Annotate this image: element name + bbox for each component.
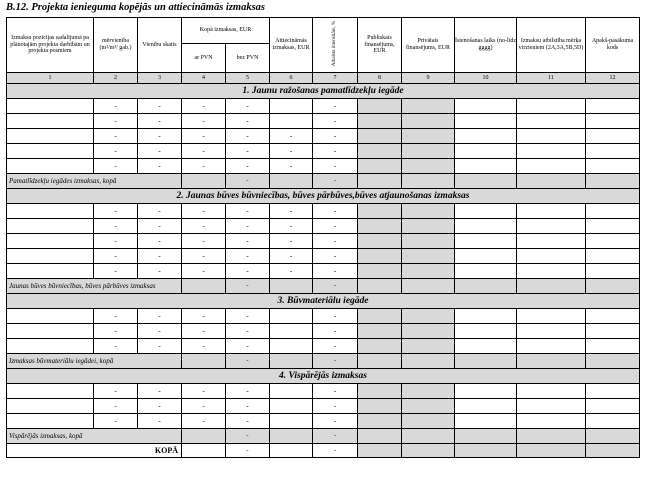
table-cell[interactable]: - bbox=[94, 324, 138, 339]
header-with-vat: ar PVN bbox=[182, 44, 226, 73]
table-cell[interactable] bbox=[586, 309, 640, 324]
section-title: 3. Būvmateriālu iegāde bbox=[7, 294, 640, 309]
header-aid-intensity: Atbalsta intensitāte, % bbox=[313, 18, 358, 73]
table-cell[interactable]: - bbox=[313, 264, 358, 279]
table-cell[interactable] bbox=[517, 249, 586, 264]
table-cell[interactable]: - bbox=[94, 249, 138, 264]
table-cell[interactable]: - bbox=[226, 129, 270, 144]
table-cell[interactable]: - bbox=[182, 234, 226, 249]
table-row bbox=[7, 414, 640, 429]
subtotal-row bbox=[7, 174, 640, 189]
table-cell[interactable]: - bbox=[182, 99, 226, 114]
table-cell[interactable]: - bbox=[138, 339, 182, 354]
subtotal-cell bbox=[358, 174, 402, 189]
table-row bbox=[7, 219, 640, 234]
table-row bbox=[7, 309, 640, 324]
table-cell[interactable]: - bbox=[226, 114, 270, 129]
subtotal-cell bbox=[402, 354, 455, 369]
table-cell[interactable]: - bbox=[138, 129, 182, 144]
table-cell[interactable] bbox=[402, 159, 455, 174]
table-cell[interactable] bbox=[402, 219, 455, 234]
table-cell[interactable]: - bbox=[182, 399, 226, 414]
column-number: 9 bbox=[402, 73, 455, 84]
table-cell[interactable] bbox=[358, 99, 402, 114]
table-cell[interactable]: - bbox=[94, 414, 138, 429]
table-cell[interactable]: - bbox=[94, 384, 138, 399]
table-cell[interactable] bbox=[455, 144, 517, 159]
table-cell[interactable] bbox=[402, 339, 455, 354]
total-label: KOPĀ bbox=[7, 444, 182, 458]
table-cell[interactable] bbox=[517, 264, 586, 279]
table-row bbox=[7, 399, 640, 414]
header-private-funding: Privātais finansējums, EUR bbox=[402, 18, 455, 73]
column-number: 2 bbox=[94, 73, 138, 84]
table-cell[interactable]: - bbox=[226, 234, 270, 249]
table-cell[interactable] bbox=[358, 414, 402, 429]
subtotal-cell bbox=[402, 429, 455, 444]
subtotal-cell bbox=[402, 174, 455, 189]
table-row bbox=[7, 159, 640, 174]
table-cell[interactable]: - bbox=[138, 219, 182, 234]
column-number: 8 bbox=[358, 73, 402, 84]
subtotal-cell: - bbox=[226, 279, 270, 294]
table-cell[interactable]: - bbox=[182, 144, 226, 159]
total-cell bbox=[182, 444, 226, 458]
table-cell[interactable]: - bbox=[182, 129, 226, 144]
table-cell[interactable]: - bbox=[94, 219, 138, 234]
subtotal-cell bbox=[358, 279, 402, 294]
table-cell[interactable] bbox=[586, 384, 640, 399]
table-cell[interactable]: - bbox=[226, 384, 270, 399]
table-cell[interactable]: - bbox=[94, 114, 138, 129]
subtotal-cell bbox=[586, 429, 640, 444]
page-title: B.12. Projekta ienieguma kopējās un attiecināmās izmaksas bbox=[6, 2, 266, 13]
subtotal-cell bbox=[182, 429, 226, 444]
table-cell[interactable]: - bbox=[182, 309, 226, 324]
table-cell[interactable] bbox=[586, 129, 640, 144]
table-cell[interactable] bbox=[455, 309, 517, 324]
total-cell bbox=[517, 444, 586, 458]
table-cell[interactable]: - bbox=[138, 114, 182, 129]
subtotal-label: Izmaksas būvmateriālu iegādei, kopā bbox=[7, 354, 182, 369]
table-cell[interactable] bbox=[270, 339, 313, 354]
table-cell[interactable] bbox=[586, 324, 640, 339]
column-number: 4 bbox=[182, 73, 226, 84]
table-cell[interactable] bbox=[7, 339, 94, 354]
table-cell[interactable]: - bbox=[94, 234, 138, 249]
table-cell[interactable] bbox=[517, 99, 586, 114]
table-cell[interactable] bbox=[586, 234, 640, 249]
table-cell[interactable]: - bbox=[313, 114, 358, 129]
table-cell[interactable] bbox=[455, 99, 517, 114]
header-implementation-time: Īstenošanas laiks (no-līdz gggg) bbox=[455, 18, 517, 73]
table-cell[interactable] bbox=[455, 204, 517, 219]
table-cell[interactable]: - bbox=[138, 324, 182, 339]
table-cell[interactable] bbox=[7, 234, 94, 249]
table-cell[interactable]: - bbox=[270, 249, 313, 264]
table-cell[interactable] bbox=[7, 264, 94, 279]
table-cell[interactable] bbox=[402, 414, 455, 429]
table-cell[interactable] bbox=[270, 99, 313, 114]
subtotal-cell bbox=[182, 354, 226, 369]
table-cell[interactable]: - bbox=[226, 309, 270, 324]
table-cell[interactable] bbox=[455, 234, 517, 249]
section-title: 1. Jaunu ražošanas pamatlīdzekļu iegāde bbox=[7, 84, 640, 99]
table-cell[interactable] bbox=[586, 399, 640, 414]
table-cell[interactable] bbox=[7, 324, 94, 339]
table-cell[interactable]: - bbox=[226, 219, 270, 234]
subtotal-row bbox=[7, 429, 640, 444]
table-cell[interactable]: - bbox=[94, 99, 138, 114]
subtotal-cell: - bbox=[313, 354, 358, 369]
table-cell[interactable]: - bbox=[313, 309, 358, 324]
subtotal-cell bbox=[270, 354, 313, 369]
table-cell[interactable] bbox=[586, 204, 640, 219]
table-cell[interactable] bbox=[270, 114, 313, 129]
subtotal-row bbox=[7, 279, 640, 294]
subtotal-cell bbox=[270, 429, 313, 444]
subtotal-row bbox=[7, 354, 640, 369]
subtotal-cell bbox=[182, 279, 226, 294]
table-cell[interactable]: - bbox=[313, 99, 358, 114]
column-number: 6 bbox=[270, 73, 313, 84]
table-cell[interactable] bbox=[7, 159, 94, 174]
table-cell[interactable] bbox=[517, 114, 586, 129]
table-cell[interactable]: - bbox=[94, 399, 138, 414]
table-cell[interactable] bbox=[586, 414, 640, 429]
section-header-row bbox=[7, 369, 640, 384]
subtotal-label: Pamatlīdzekļu iegādes izmaksas, kopā bbox=[7, 174, 182, 189]
subtotal-cell bbox=[517, 174, 586, 189]
subtotal-cell bbox=[517, 429, 586, 444]
table-cell[interactable]: - bbox=[182, 339, 226, 354]
table-row bbox=[7, 99, 640, 114]
table-cell[interactable] bbox=[358, 204, 402, 219]
table-cell[interactable] bbox=[7, 309, 94, 324]
table-cell[interactable] bbox=[7, 99, 94, 114]
header-eligible-costs: Attiecināmās izmaksas, EUR bbox=[270, 18, 313, 73]
table-cell[interactable] bbox=[7, 204, 94, 219]
table-cell[interactable] bbox=[586, 159, 640, 174]
table-cell[interactable]: - bbox=[226, 339, 270, 354]
table-cell[interactable] bbox=[358, 144, 402, 159]
table-cell[interactable] bbox=[586, 219, 640, 234]
table-cell[interactable]: - bbox=[313, 129, 358, 144]
table-cell[interactable]: - bbox=[313, 324, 358, 339]
table-cell[interactable]: - bbox=[313, 159, 358, 174]
table-cell[interactable]: - bbox=[313, 144, 358, 159]
table-cell[interactable]: - bbox=[138, 99, 182, 114]
table-cell[interactable]: - bbox=[182, 324, 226, 339]
table-cell[interactable]: - bbox=[182, 219, 226, 234]
table-cell[interactable] bbox=[517, 339, 586, 354]
table-cell[interactable]: - bbox=[270, 234, 313, 249]
table-row bbox=[7, 234, 640, 249]
table-cell[interactable] bbox=[7, 129, 94, 144]
table-cell[interactable] bbox=[358, 339, 402, 354]
table-cell[interactable]: - bbox=[94, 264, 138, 279]
table-cell[interactable] bbox=[358, 384, 402, 399]
table-cell[interactable]: - bbox=[182, 204, 226, 219]
table-cell[interactable] bbox=[358, 114, 402, 129]
table-cell[interactable] bbox=[270, 399, 313, 414]
table-cell[interactable] bbox=[455, 249, 517, 264]
table-cell[interactable] bbox=[455, 219, 517, 234]
table-cell[interactable]: - bbox=[182, 249, 226, 264]
table-cell[interactable] bbox=[517, 144, 586, 159]
subtotal-cell bbox=[586, 174, 640, 189]
table-cell[interactable] bbox=[402, 114, 455, 129]
subtotal-cell bbox=[358, 354, 402, 369]
table-cell[interactable] bbox=[358, 234, 402, 249]
subtotal-cell bbox=[455, 174, 517, 189]
table-cell[interactable] bbox=[358, 264, 402, 279]
table-cell[interactable] bbox=[517, 399, 586, 414]
table-cell[interactable]: - bbox=[270, 204, 313, 219]
table-cell[interactable] bbox=[402, 144, 455, 159]
table-cell[interactable] bbox=[586, 114, 640, 129]
subtotal-cell bbox=[270, 279, 313, 294]
subtotal-cell: - bbox=[313, 279, 358, 294]
table-cell[interactable]: - bbox=[226, 249, 270, 264]
table-cell[interactable] bbox=[358, 159, 402, 174]
column-number: 10 bbox=[455, 73, 517, 84]
subtotal-cell bbox=[402, 279, 455, 294]
table-cell[interactable]: - bbox=[226, 414, 270, 429]
table-cell[interactable]: - bbox=[94, 129, 138, 144]
column-numbers-row bbox=[7, 73, 640, 84]
subtotal-cell bbox=[586, 354, 640, 369]
table-row bbox=[7, 249, 640, 264]
table-cell[interactable]: - bbox=[313, 249, 358, 264]
table-cell[interactable]: - bbox=[313, 339, 358, 354]
table-cell[interactable] bbox=[7, 219, 94, 234]
costs-table bbox=[6, 17, 640, 458]
table-cell[interactable]: - bbox=[94, 204, 138, 219]
subtotal-cell bbox=[455, 279, 517, 294]
total-cell: - bbox=[313, 444, 358, 458]
table-cell[interactable] bbox=[586, 99, 640, 114]
table-row bbox=[7, 384, 640, 399]
table-cell[interactable] bbox=[517, 309, 586, 324]
column-number: 12 bbox=[586, 73, 640, 84]
table-cell[interactable]: - bbox=[138, 144, 182, 159]
subtotal-label: Vispārējās izmaksas, kopā bbox=[7, 429, 182, 444]
table-cell[interactable] bbox=[455, 399, 517, 414]
table-cell[interactable] bbox=[455, 339, 517, 354]
table-cell[interactable]: - bbox=[270, 264, 313, 279]
table-cell[interactable]: - bbox=[138, 309, 182, 324]
table-cell[interactable]: - bbox=[313, 234, 358, 249]
section-title: 4. Vispārējās izmaksas bbox=[7, 369, 640, 384]
table-cell[interactable] bbox=[402, 249, 455, 264]
table-cell[interactable]: - bbox=[313, 219, 358, 234]
subtotal-cell: - bbox=[313, 174, 358, 189]
table-cell[interactable] bbox=[517, 204, 586, 219]
table-cell[interactable]: - bbox=[313, 399, 358, 414]
table-cell[interactable]: - bbox=[313, 414, 358, 429]
table-cell[interactable]: - bbox=[270, 159, 313, 174]
table-cell[interactable] bbox=[402, 264, 455, 279]
subtotal-cell bbox=[517, 354, 586, 369]
table-cell[interactable] bbox=[455, 264, 517, 279]
table-row bbox=[7, 264, 640, 279]
table-cell[interactable]: - bbox=[138, 159, 182, 174]
subtotal-cell bbox=[182, 174, 226, 189]
table-cell[interactable] bbox=[517, 324, 586, 339]
table-cell[interactable]: - bbox=[313, 384, 358, 399]
subtotal-cell: - bbox=[313, 429, 358, 444]
total-cell bbox=[270, 444, 313, 458]
table-cell[interactable] bbox=[358, 309, 402, 324]
table-cell[interactable]: - bbox=[94, 309, 138, 324]
section-title: 2. Jaunas būves būvniecības, būves pārbūves,būves atjaunošanas izmaksas bbox=[7, 189, 640, 204]
subtotal-cell: - bbox=[226, 174, 270, 189]
table-cell[interactable] bbox=[455, 114, 517, 129]
subtotal-cell bbox=[517, 279, 586, 294]
table-row bbox=[7, 324, 640, 339]
table-cell[interactable]: - bbox=[94, 339, 138, 354]
table-cell[interactable] bbox=[7, 384, 94, 399]
table-cell[interactable]: - bbox=[138, 249, 182, 264]
table-cell[interactable]: - bbox=[226, 324, 270, 339]
header-total-costs: Kopā izmaksas, EUR bbox=[182, 18, 270, 44]
table-row bbox=[7, 339, 640, 354]
table-cell[interactable] bbox=[517, 234, 586, 249]
section-header-row bbox=[7, 294, 640, 309]
table-cell[interactable]: - bbox=[313, 204, 358, 219]
table-cell[interactable] bbox=[586, 264, 640, 279]
section-header-row bbox=[7, 189, 640, 204]
table-cell[interactable] bbox=[402, 399, 455, 414]
table-cell[interactable]: - bbox=[226, 399, 270, 414]
header-target-directions: Izmaksu atbilstība mērķa virzieniem (2A,3A,5B,5D) bbox=[517, 18, 586, 73]
table-cell[interactable]: - bbox=[226, 264, 270, 279]
table-row bbox=[7, 114, 640, 129]
table-cell[interactable]: - bbox=[182, 114, 226, 129]
table-cell[interactable]: - bbox=[226, 144, 270, 159]
table-cell[interactable] bbox=[270, 309, 313, 324]
table-cell[interactable] bbox=[358, 399, 402, 414]
table-cell[interactable]: - bbox=[138, 399, 182, 414]
total-cell bbox=[586, 444, 640, 458]
table-cell[interactable]: - bbox=[138, 384, 182, 399]
total-cell bbox=[455, 444, 517, 458]
table-cell[interactable] bbox=[586, 144, 640, 159]
table-cell[interactable] bbox=[270, 414, 313, 429]
table-cell[interactable]: - bbox=[138, 204, 182, 219]
table-cell[interactable] bbox=[402, 234, 455, 249]
table-cell[interactable] bbox=[402, 204, 455, 219]
table-cell[interactable]: - bbox=[138, 414, 182, 429]
table-cell[interactable]: - bbox=[226, 159, 270, 174]
table-cell[interactable]: - bbox=[270, 144, 313, 159]
subtotal-label: Jaunas būves būvniecības, būves pārbūves izmaksas bbox=[7, 279, 182, 294]
table-cell[interactable] bbox=[402, 384, 455, 399]
table-row bbox=[7, 144, 640, 159]
header-public-funding: Publiskais finansējums, EUR bbox=[358, 18, 402, 73]
table-cell[interactable]: - bbox=[270, 219, 313, 234]
table-cell[interactable]: - bbox=[226, 204, 270, 219]
table-cell[interactable] bbox=[517, 219, 586, 234]
table-cell[interactable] bbox=[7, 249, 94, 264]
table-cell[interactable] bbox=[455, 414, 517, 429]
column-number: 5 bbox=[226, 73, 270, 84]
table-cell[interactable] bbox=[517, 159, 586, 174]
total-cell: - bbox=[226, 444, 270, 458]
table-cell[interactable]: - bbox=[270, 129, 313, 144]
table-cell[interactable]: - bbox=[94, 144, 138, 159]
subtotal-cell bbox=[586, 279, 640, 294]
table-cell[interactable]: - bbox=[138, 234, 182, 249]
table-cell[interactable]: - bbox=[182, 159, 226, 174]
total-row bbox=[7, 444, 640, 458]
column-number: 7 bbox=[313, 73, 358, 84]
table-cell[interactable] bbox=[7, 414, 94, 429]
subtotal-cell: - bbox=[226, 429, 270, 444]
header-quantity: Vienību skaits bbox=[138, 18, 182, 73]
table-cell[interactable] bbox=[402, 99, 455, 114]
table-cell[interactable] bbox=[402, 129, 455, 144]
column-number: 1 bbox=[7, 73, 94, 84]
table-cell[interactable] bbox=[455, 384, 517, 399]
table-cell[interactable] bbox=[455, 159, 517, 174]
table-cell[interactable] bbox=[358, 219, 402, 234]
header-unit: mērvienība (m²/m³/ gab.) bbox=[94, 18, 138, 73]
table-cell[interactable] bbox=[270, 324, 313, 339]
subtotal-cell: - bbox=[226, 354, 270, 369]
table-cell[interactable] bbox=[7, 399, 94, 414]
table-cell[interactable] bbox=[586, 249, 640, 264]
table-cell[interactable] bbox=[586, 339, 640, 354]
column-number: 11 bbox=[517, 73, 586, 84]
table-cell[interactable] bbox=[358, 129, 402, 144]
total-cell bbox=[358, 444, 402, 458]
table-cell[interactable] bbox=[517, 384, 586, 399]
table-cell[interactable] bbox=[7, 144, 94, 159]
table-cell[interactable] bbox=[358, 324, 402, 339]
table-row bbox=[7, 129, 640, 144]
subtotal-cell bbox=[455, 429, 517, 444]
table-cell[interactable] bbox=[7, 114, 94, 129]
table-cell[interactable] bbox=[270, 384, 313, 399]
total-cell bbox=[402, 444, 455, 458]
table-cell[interactable] bbox=[517, 129, 586, 144]
column-number: 3 bbox=[138, 73, 182, 84]
table-cell[interactable] bbox=[402, 324, 455, 339]
header-without-vat: bez PVN bbox=[226, 44, 270, 73]
table-cell[interactable]: - bbox=[182, 264, 226, 279]
table-cell[interactable] bbox=[358, 249, 402, 264]
table-cell[interactable]: - bbox=[226, 99, 270, 114]
header-submeasure-code: Apakš-pasākuma kods bbox=[586, 18, 640, 73]
table-cell[interactable]: - bbox=[182, 414, 226, 429]
table-row bbox=[7, 204, 640, 219]
section-header-row bbox=[7, 84, 640, 99]
table-cell[interactable] bbox=[455, 324, 517, 339]
header-positions: Izmaksu pozīcijas sadalījumā pa plānotajām projekta darbībām un projekta posmiem bbox=[7, 18, 94, 73]
table-cell[interactable] bbox=[455, 129, 517, 144]
subtotal-cell bbox=[358, 429, 402, 444]
subtotal-cell bbox=[270, 174, 313, 189]
table-cell[interactable]: - bbox=[138, 264, 182, 279]
table-cell[interactable] bbox=[402, 309, 455, 324]
table-cell[interactable] bbox=[517, 414, 586, 429]
table-cell[interactable]: - bbox=[94, 159, 138, 174]
table-cell[interactable]: - bbox=[182, 384, 226, 399]
subtotal-cell bbox=[455, 354, 517, 369]
